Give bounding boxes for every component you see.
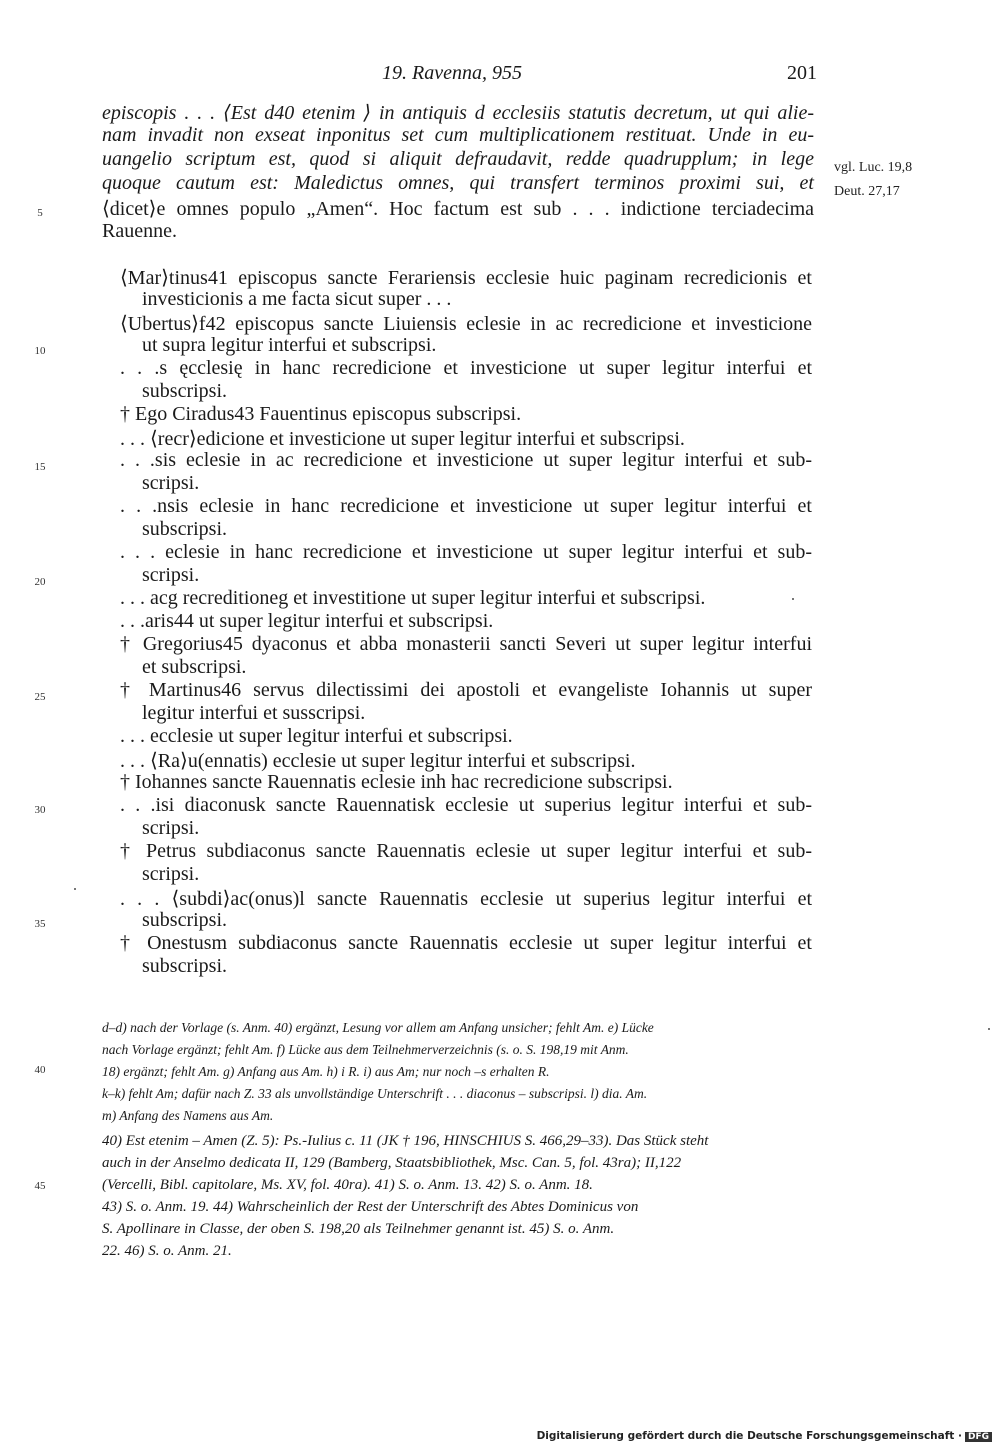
apparatus-line: k–k) fehlt Am; dafür nach Z. 33 als unvollständige Unterschrift . . . diaconus – subscripsi. l) dia. Am. bbox=[102, 1086, 648, 1101]
margin-note-luke: vgl. Luc. 19,8 bbox=[834, 160, 913, 175]
subscription-line: subscripsi. bbox=[142, 380, 227, 402]
subscription-line: scripsi. bbox=[142, 564, 200, 586]
apparatus-line: 18) ergänzt; fehlt Am. g) Anfang aus Am. h) i R. i) aus Am; nur noch –s erhalten R. bbox=[102, 1064, 550, 1079]
scan-speck bbox=[74, 888, 76, 890]
intro-line: nam invadit non exseat inponitus set cum multiplicationem restituat. Unde in eu- bbox=[102, 124, 814, 146]
line-number-15: 15 bbox=[34, 461, 46, 473]
scan-speck bbox=[988, 1028, 990, 1030]
commentary-line: S. Apollinare in Classe, der oben S. 198,20 als Teilnehmer genannt ist. 45) S. o. Anm. bbox=[102, 1221, 615, 1237]
subscription-line: . . . acg recreditioneg et investitione ut super legitur interfui et subscripsi. bbox=[120, 587, 706, 609]
subscription-line: . . . ⟨Ra⟩u(ennatis) ecclesie ut super legitur interfui et subscripsi. bbox=[120, 750, 636, 772]
subscription-line: † Gregorius45 dyaconus et abba monasterii sancti Severi ut super legitur interfui bbox=[120, 633, 812, 655]
line-number-25: 25 bbox=[34, 691, 46, 703]
commentary-line: auch in der Anselmo dedicata II, 129 (Bamberg, Staatsbibliothek, Msc. Can. 5, fol. 43ra); II,122 bbox=[102, 1155, 682, 1171]
subscription-line: legitur interfui et susscripsi. bbox=[142, 702, 366, 724]
commentary-line: 43) S. o. Anm. 19. 44) Wahrscheinlich der Rest der Unterschrift des Abtes Dominicus von bbox=[102, 1199, 639, 1215]
subscription-line: ⟨Ubertus⟩f42 episcopus sancte Liuiensis eclesie in ac recredicione et investicione bbox=[120, 313, 812, 335]
subscription-line: subscripsi. bbox=[142, 909, 227, 931]
subscription-line: scripsi. bbox=[142, 863, 200, 885]
apparatus-line: d–d) nach der Vorlage (s. Anm. 40) ergänzt, Lesung vor allem am Anfang unsicher; fehlt Am. e) Lücke bbox=[102, 1020, 654, 1035]
subscription-line: † Iohannes sancte Rauennatis eclesie inh hac recredicione subscripsi. bbox=[120, 771, 673, 793]
subscription-line: investicionis a me facta sicut super . . . bbox=[142, 288, 452, 310]
subscription-line: . . . ecclesie ut super legitur interfui et subscripsi. bbox=[120, 725, 513, 747]
digitization-credit bbox=[537, 1430, 992, 1442]
subscription-line: subscripsi. bbox=[142, 518, 227, 540]
line-number-5: 5 bbox=[37, 207, 43, 219]
subscription-line: . . .aris44 ut super legitur interfui et subscripsi. bbox=[120, 610, 494, 632]
subscription-line: ⟨Mar⟩tinus41 episcopus sancte Ferariensis ecclesie huic paginam recredicionis et bbox=[120, 267, 812, 289]
apparatus-line: m) Anfang des Namens aus Am. bbox=[102, 1108, 274, 1123]
subscription-line: † Ego Ciradus43 Fauentinus episcopus subscripsi. bbox=[120, 403, 522, 425]
page-number: 201 bbox=[787, 62, 817, 84]
subscription-line: † Onestusm subdiaconus sancte Rauennatis ecclesie ut super legitur interfui et bbox=[120, 932, 812, 954]
line-number-30: 30 bbox=[34, 804, 46, 816]
intro-line: Rauenne. bbox=[102, 220, 177, 242]
apparatus-line: nach Vorlage ergänzt; fehlt Am. f) Lücke aus dem Teilnehmerverzeichnis (s. o. S. 198,19 mit Anm. bbox=[102, 1042, 629, 1057]
line-number-10: 10 bbox=[34, 345, 46, 357]
intro-line: ⟨dicet⟩e omnes populo „Amen“. Hoc factum est sub . . . indictione terciadecima bbox=[102, 198, 814, 220]
dfg-logo: DFG bbox=[965, 1432, 992, 1442]
subscription-line: scripsi. bbox=[142, 817, 200, 839]
subscription-line: † Martinus46 servus dilectissimi dei apostoli et evangeliste Iohannis ut super bbox=[120, 679, 812, 701]
digitization-credit-text: Digitalisierung gefördert durch die Deutsche Forschungsgemeinschaft · bbox=[536, 1430, 962, 1442]
line-number-20: 20 bbox=[34, 576, 46, 588]
subscription-line: . . .sis eclesie in ac recredicione et investicione ut super legitur interfui et sub- bbox=[120, 449, 812, 471]
line-number-35: 35 bbox=[34, 918, 46, 930]
subscription-line: † Petrus subdiaconus sancte Rauennatis eclesie ut super legitur interfui et sub- bbox=[120, 840, 812, 862]
subscription-line: et subscripsi. bbox=[142, 656, 247, 678]
commentary-line: 22. 46) S. o. Anm. 21. bbox=[102, 1243, 232, 1259]
subscription-line: . . .s ęcclesię in hanc recredicione et investicione ut super legitur interfui et bbox=[120, 357, 812, 379]
intro-line: episcopis . . . ⟨Est d40 etenim ⟩ in antiquis d ecclesiis statutis decretum, ut qui alie- bbox=[102, 102, 814, 124]
subscription-line: . . . eclesie in hanc recredicione et investicione ut super legitur interfui et sub- bbox=[120, 541, 812, 563]
subscription-line: subscripsi. bbox=[142, 955, 227, 977]
subscription-line: scripsi. bbox=[142, 472, 200, 494]
subscription-line: ut supra legitur interfui et subscripsi. bbox=[142, 334, 437, 356]
subscription-line: . . . ⟨subdi⟩ac(onus)l sancte Rauennatis ecclesie ut superius legitur interfui et bbox=[120, 888, 812, 910]
subscription-line: . . .isi diaconusk sancte Rauennatisk ecclesie ut superius legitur interfui et sub- bbox=[120, 794, 812, 816]
subscription-line: . . . ⟨recr⟩edicione et investicione ut super legitur interfui et subscripsi. bbox=[120, 428, 685, 450]
running-head-title: 19. Ravenna, 955 bbox=[382, 62, 522, 84]
commentary-line: (Vercelli, Bibl. capitolare, Ms. XV, fol. 40ra). 41) S. o. Anm. 13. 42) S. o. Anm. 18. bbox=[102, 1177, 593, 1193]
commentary-line: 40) Est etenim – Amen (Z. 5): Ps.-Iulius c. 11 (JK † 196, HINSCHIUS S. 466,29–33). Das Stück steht bbox=[102, 1133, 709, 1149]
line-number-40: 40 bbox=[34, 1064, 46, 1076]
intro-line: quoque cautum est: Maledictus omnes, qui transfert terminos proximi sui, et bbox=[102, 172, 814, 194]
margin-note-deut: Deut. 27,17 bbox=[834, 184, 900, 199]
scan-speck bbox=[792, 598, 794, 600]
intro-line: uangelio scriptum est, quod si aliquit defraudavit, redde quadrupplum; in lege bbox=[102, 148, 814, 170]
subscription-line: . . .nsis eclesie in hanc recredicione et investicione ut super legitur interfui et bbox=[120, 495, 812, 517]
line-number-45: 45 bbox=[34, 1180, 46, 1192]
